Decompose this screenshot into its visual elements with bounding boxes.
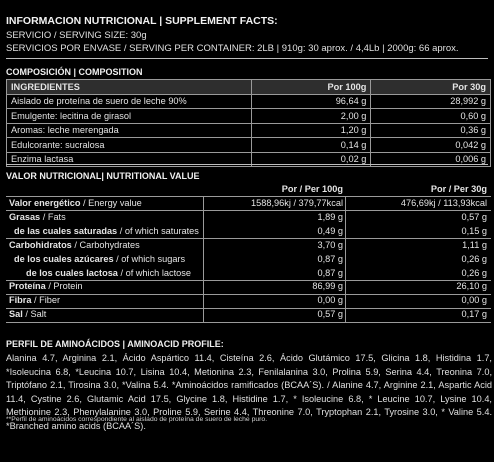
nutrient-label — [9, 281, 83, 291]
value-per-30g: 0,26 g — [461, 253, 487, 264]
nutrient-label — [9, 212, 66, 222]
nutrient-name: Valor energético — [9, 198, 81, 208]
page-title: INFORMACION NUTRICIONAL | SUPPLEMENT FACTS: — [6, 15, 278, 27]
value-per-100g: 0,87 g — [317, 253, 343, 264]
table-cell: Aislado de proteína de suero de leche 90% — [7, 94, 252, 109]
value-per-30g: 0,17 g — [461, 309, 487, 320]
nutrient-translation: / Carbohydrates — [71, 239, 140, 250]
nutrient-translation: / Energy value — [80, 198, 142, 208]
nutrient-label — [26, 268, 191, 278]
table-cell: Aromas: leche merengada — [7, 123, 252, 138]
value-per-100g: 0,87 g — [317, 267, 343, 278]
table-cell: 0,60 g — [371, 109, 491, 124]
table-cell: 0,14 g — [251, 138, 371, 153]
divider — [6, 58, 488, 59]
serving-size: SERVICIO / SERVING SIZE: 30g — [6, 30, 147, 41]
value-per-30g: 26,10 g — [456, 281, 487, 292]
column-header: Por 100g — [251, 80, 371, 95]
table-cell: 96,64 g — [251, 94, 371, 109]
nutrient-label — [14, 226, 199, 236]
value-per-100g: 1588,96kj / 379,77kcal — [251, 198, 343, 208]
value-per-100g: 0,00 g — [317, 295, 343, 306]
table-row — [6, 239, 491, 253]
table-row — [6, 253, 491, 267]
divider — [6, 164, 488, 165]
table-cell: 0,36 g — [371, 123, 491, 138]
table-row — [7, 138, 491, 153]
value-per-100g: 86,99 g — [312, 281, 343, 292]
nutrition-title: VALOR NUTRICIONAL| NUTRITIONAL VALUE — [6, 171, 200, 181]
nutrition-header-row — [6, 183, 491, 197]
table-cell: 28,992 g — [371, 94, 491, 109]
amino-footnote: **Perfil de aminoácidos correspondiente al aislado de proteína de suero de leche puro. — [6, 416, 268, 423]
table-row — [6, 294, 491, 308]
nutrient-name: de los cuales lactosa — [26, 267, 118, 278]
column-divider — [203, 196, 204, 322]
nutrient-label — [14, 254, 185, 264]
nutrient-name: Grasas — [9, 211, 41, 222]
table-row — [6, 267, 491, 281]
column-header: Por / Per 30g — [430, 184, 487, 194]
column-header: INGREDIENTES — [7, 80, 252, 95]
table-row — [7, 94, 491, 109]
table-row — [7, 123, 491, 138]
column-header: Por / Per 100g — [281, 184, 343, 194]
table-row — [6, 308, 491, 322]
amino-profile-text: Alanina 4.7, Arginina 2.1, Ácido Aspártico 11.4, Cisteína 2.6, Ácido Glutámico 17.5, Glicina 1.8, Histidina 1.7, *Isoleucina 6.8, *Leucina 10.7, Lisina 10.4, Metionina 2.3, Fenilalanina 3.0, Prolina 5.9, Serina 4.4, Treonina 7.0, Triptófano 2.1, Tirosina 3.0, *Valina 5.4. *Aminoácidos ramificados (BCAA´S). / Alanine 4.7, Arginine 2.1, Aspartic Acid 11.4, Cystine 2.6, Glutamic Acid 17.5, Glycine 1.8, Histidine 1.7, * Isoleucine 6.8, * Leucine 10.7, Lysine 10.4, Methionine 2.3, Phenylalanine 3.0, Proline 5.9, Serine 4.4, Threonine 7.0, Tryptophan 2.1, Tyrosine 3.0, * Valine 5.4. *Branched amino acids (BCAA´S). — [6, 353, 492, 431]
table-row — [6, 197, 491, 211]
table-row — [7, 109, 491, 124]
table-cell: 0,006 g — [371, 152, 491, 167]
composition-table — [6, 79, 491, 167]
divider — [6, 322, 491, 323]
value-per-30g: 0,00 g — [461, 295, 487, 306]
nutrient-label — [9, 240, 140, 250]
column-header: Por 30g — [371, 80, 491, 95]
nutrient-label — [9, 295, 60, 305]
nutrient-label — [9, 198, 142, 208]
nutrient-name: Sal — [9, 309, 23, 320]
table-cell: 0,02 g — [251, 152, 371, 167]
value-per-100g: 0,57 g — [317, 309, 343, 320]
nutrient-name: Carbohidratos — [9, 239, 72, 250]
nutrient-translation: / Protein — [45, 281, 83, 292]
composition-title: COMPOSICIÓN | COMPOSITION — [6, 67, 143, 77]
value-per-30g: 1,11 g — [462, 239, 487, 250]
nutrient-translation: / Fiber — [31, 295, 61, 306]
table-cell: Enzima lactasa — [7, 152, 252, 167]
table-header-row — [7, 80, 491, 95]
value-per-30g: 476,69kj / 113,93kcal — [400, 198, 487, 208]
table-row — [6, 280, 491, 294]
table-cell: Emulgente: lecitina de girasol — [7, 109, 252, 124]
table-cell: 2,00 g — [251, 109, 371, 124]
table-cell: 0,042 g — [371, 138, 491, 153]
value-per-30g: 0,26 g — [461, 267, 487, 278]
table-cell: 1,20 g — [251, 123, 371, 138]
nutrient-translation: / of which sugars — [113, 253, 186, 264]
amino-title: PERFIL DE AMINOÁCIDOS | AMINOACID PROFILE: — [6, 339, 224, 349]
nutrient-translation: / of which saturates — [117, 225, 199, 236]
value-per-100g: 1,89 g — [317, 211, 343, 222]
nutrient-name: de las cuales saturadas — [14, 225, 118, 236]
value-per-100g: 0,49 g — [317, 225, 343, 236]
servings-per-container: SERVICIOS POR ENVASE / SERVING PER CONTAINER: 2LB | 910g: 30 aprox. / 4,4Lb | 2000g: 66 aprox. — [6, 43, 459, 54]
value-per-30g: 0,57 g — [461, 211, 487, 222]
table-row — [6, 211, 491, 225]
value-per-30g: 0,15 g — [461, 225, 487, 236]
nutrient-translation: / of which lactose — [117, 267, 191, 278]
nutrient-name: de los cuales azúcares — [14, 253, 114, 264]
table-cell: Edulcorante: sucralosa — [7, 138, 252, 153]
nutrient-translation: / Salt — [22, 309, 47, 320]
nutrient-name: Fibra — [9, 295, 32, 306]
nutrient-translation: / Fats — [40, 211, 66, 222]
value-per-100g: 3,70 g — [317, 239, 343, 250]
table-row — [6, 225, 491, 239]
nutrient-label — [9, 309, 46, 319]
column-divider — [345, 196, 346, 322]
nutrient-name: Proteína — [9, 281, 46, 292]
